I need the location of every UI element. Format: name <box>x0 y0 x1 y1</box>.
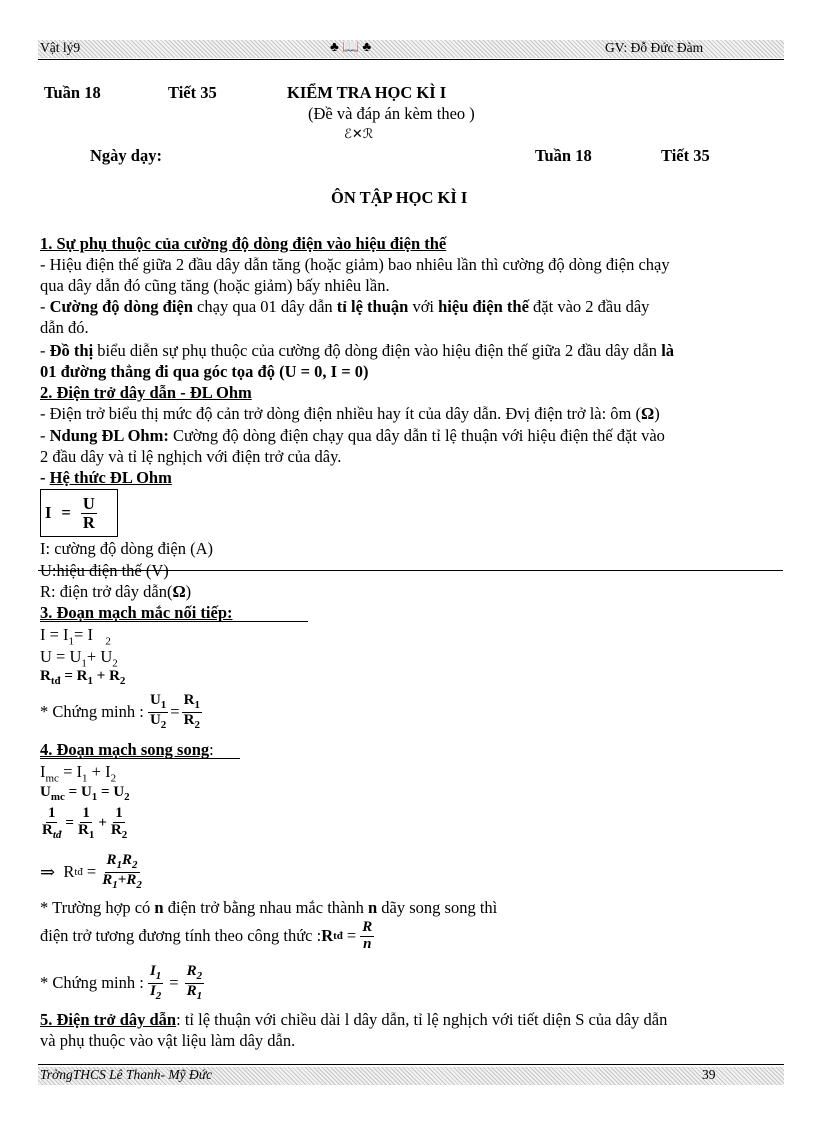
s2-para2b: 2 đầu dây và tỉ lệ nghịch với điện trở của dây. <box>40 447 342 466</box>
s4-n2: n <box>367 898 378 917</box>
s4-proof <box>40 964 204 1002</box>
s3-line2 <box>40 647 118 669</box>
header-teacher: GV: Đỗ Đức Đàm <box>605 40 704 55</box>
s1-p3c: (U = 0, I = 0) <box>274 362 369 381</box>
s3-l3s: tđ <box>50 675 61 687</box>
s4-case3: dãy song song thì <box>377 898 498 917</box>
s3-pd: U <box>149 711 161 728</box>
section5 <box>40 1010 667 1030</box>
s4-frac-prod <box>100 853 144 891</box>
footer-school: TrờngTHCS Lê Thanh- Mỹ Đức <box>40 1067 213 1082</box>
s4-frac-r1-n: 1 <box>82 805 90 821</box>
s4-l2s1: 1 <box>91 791 98 803</box>
s4-l2c: = U <box>97 784 125 800</box>
s4-line2 <box>40 784 130 803</box>
s2-p1: - Điện trở biểu thị mức độ cản trở dòng điện nhiều hay ít của dây dẫn. Đvị điện trở là: ôm ( <box>40 404 642 423</box>
s4-I1-s: 1 <box>155 970 162 982</box>
s4-sum-r1: R <box>102 871 113 888</box>
s4-sum-r1-s: 1 <box>112 878 118 891</box>
def-I: I: cường độ dòng điện (A) <box>40 539 214 558</box>
s4-frac-n-n: R <box>362 919 373 935</box>
s4-l1b: = I <box>58 762 83 781</box>
s1-para1a: - Hiệu điện thế giữa 2 đầu dây dẫn tăng (hoặc giảm) bao nhiêu lần thì cường độ dòng điện chạy <box>40 255 670 274</box>
s4-frac-i-n <box>148 964 163 984</box>
s4-R2-s: 2 <box>121 828 128 841</box>
s4-sum-plus: + <box>117 871 127 888</box>
s1-para2: - Cường độ dòng điện chạy qua 01 dây dẫn tỉ lệ thuận với hiệu điện thế đặt vào 2 đầu dây <box>40 297 650 316</box>
s4-caseb: điện trở tương đương tính theo công thức : <box>40 926 322 946</box>
s3-l1b: = I <box>74 625 93 644</box>
s4-frac-n <box>360 920 374 953</box>
header-ornament: ♣ 📖 ♣ <box>330 39 372 54</box>
implies-arrow: ⇒ <box>40 861 56 882</box>
s3-l3s2: 2 <box>119 675 126 687</box>
s4-sum-r2: R <box>126 871 137 888</box>
s4-case <box>40 898 497 918</box>
s4-reciprocal-formula <box>40 806 129 841</box>
s4-prod-r1-s: 1 <box>116 859 123 871</box>
s4-l2s2: 2 <box>124 791 130 803</box>
s3-rn: R <box>183 692 195 708</box>
s1-b3: hiệu điện thế <box>438 297 529 316</box>
s4-frac-rr-n <box>185 964 205 984</box>
s5-heading: 5. Điện trở dây dẫn <box>40 1010 177 1029</box>
s4-frac-r2-n: 1 <box>115 805 123 821</box>
s3-l2s1: 1 <box>81 657 87 670</box>
s4-heading-text: 4. Đoạn mạch song song <box>40 740 210 759</box>
s4-frac-rr-d <box>185 984 205 1003</box>
s5-t1: : tỉ lệ thuận với chiều dài l dây dẫn, tỉ lệ nghịch với tiết diện S của dây dẫn <box>176 1010 668 1029</box>
s4-l1c: + I <box>87 762 111 781</box>
s1-para1b: qua dây dẫn đó cũng tăng (hoặc giảm) bấy nhiêu lần. <box>40 276 390 295</box>
s4-prod-d <box>100 873 144 892</box>
strike-rule <box>38 570 783 571</box>
s4-l2s: mc <box>50 791 65 803</box>
def-U: U:hiệu điện thế (V) <box>40 561 169 580</box>
s4-Rtd: R <box>42 821 53 838</box>
def-R-close: ) <box>185 582 192 601</box>
s3-pn: U <box>149 692 161 708</box>
formula-num: U <box>82 494 95 514</box>
s3-l3s1: 1 <box>87 675 94 687</box>
page-title: ÔN TẬP HỌC KÌ I <box>331 188 468 207</box>
s3-frac-r <box>182 693 202 731</box>
s4-prod-n <box>105 853 140 873</box>
s4-l1s1: 1 <box>82 772 88 785</box>
s3-l3c: + R <box>93 668 120 684</box>
s3-frac-r-n <box>182 693 202 713</box>
s3-eq: = <box>170 702 180 722</box>
s4-eq2: = <box>86 862 97 882</box>
divider-ornament: ℰ✕ℛ <box>344 126 374 141</box>
s4-colon: : <box>209 740 214 759</box>
s1-t1: chạy qua 01 dây dẫn <box>192 297 337 316</box>
s1-p3b1: Đồ thị <box>49 341 94 360</box>
header-subject: Vật lý9 <box>40 40 81 55</box>
s1-para3: - Đồ thị biểu diễn sự phụ thuộc của cường độ dòng điện vào hiệu điện thế giữa 2 đầu dây dẫn là <box>40 341 675 360</box>
s2-p2t: Cường độ dòng điện chạy qua dây dẫn tỉ lệ thuận với hiệu điện thế đặt vào <box>168 426 665 445</box>
week-label: Tuần 18 <box>44 83 101 102</box>
formula-label-text: Hệ thức ĐL Ohm <box>49 468 172 487</box>
s4-rtd2: R <box>321 926 334 946</box>
s1-b2: tỉ lệ thuận <box>336 297 409 316</box>
s3-frac-u-n <box>148 693 168 713</box>
s4-frac-td <box>40 806 63 841</box>
s4-frac-i-d <box>148 984 163 1003</box>
formula-den: R <box>82 512 95 532</box>
s4-R2b-s: 2 <box>196 970 203 982</box>
s3-frac-u <box>148 693 168 731</box>
s3-l2s2: 2 <box>112 657 118 670</box>
s4-l1s2: 2 <box>110 772 117 785</box>
def-R <box>40 582 191 602</box>
formula-eq: = <box>61 503 71 522</box>
s4-frac-r2 <box>109 806 129 841</box>
section3-heading: 3. Đoạn mạch mắc nối tiếp: <box>40 603 233 622</box>
s4-eq4: = <box>169 973 179 993</box>
formula-fraction <box>81 495 97 531</box>
s4-underline <box>40 758 240 759</box>
s2-para2: - Ndung ĐL Ohm: Cường độ dòng điện chạy qua dây dẫn tỉ lệ thuận với hiệu điện thế đặt vào <box>40 426 665 445</box>
omega-symbol: Ω <box>641 404 655 423</box>
s1-b1: Cường độ dòng điện <box>49 297 193 316</box>
s3-rn-s: 1 <box>194 699 200 711</box>
s4-case1: * Trường hợp có <box>40 898 155 917</box>
s3-line1 <box>40 625 111 647</box>
s4-R1b: R <box>186 982 197 999</box>
s4-frac-td-n: 1 <box>47 805 56 821</box>
s3-line3 <box>40 668 125 687</box>
s4-plus: + <box>98 815 107 832</box>
s4-frac-r1-d <box>76 823 96 842</box>
date-label: Ngày dạy: <box>90 146 162 165</box>
footer-rule <box>38 1064 784 1065</box>
s4-frac-rr <box>185 964 205 1002</box>
s3-proof-label: * Chứng minh : <box>40 702 144 722</box>
s3-l1c: 2 <box>105 635 111 648</box>
s3-pn-s: 1 <box>160 699 167 711</box>
formula-I: I <box>45 503 52 522</box>
s4-eq1: = <box>65 815 74 832</box>
s3-proof <box>40 693 202 731</box>
s4-frac-i <box>148 964 163 1002</box>
s1-t2: với <box>408 297 439 316</box>
s4-l2b: = U <box>64 784 92 800</box>
header-rule <box>38 59 784 60</box>
s4-R1b-s: 1 <box>196 989 203 1002</box>
s4-rtd2-s: tđ <box>333 930 343 943</box>
s3-rd: R <box>183 711 195 728</box>
s4-rtd-s: tđ <box>74 866 83 879</box>
s4-rtd-formula <box>40 853 144 891</box>
s4-l2: U <box>40 784 51 800</box>
s4-prod-r2-s: 2 <box>132 859 138 871</box>
s2-para1 <box>40 404 660 424</box>
exam-note: (Đề và đáp án kèm theo ) <box>308 104 475 123</box>
s2-p2b: Ndung ĐL Ohm: <box>49 426 169 445</box>
s4-frac-r1 <box>76 806 96 841</box>
s4-eq3: = <box>346 926 357 946</box>
s4-frac-r2-d <box>109 823 129 842</box>
def-R-omega: Ω <box>172 582 186 601</box>
s4-l1s: mc <box>45 772 59 785</box>
s4-case2: điện trở bằng nhau mắc thành <box>163 898 368 917</box>
s1-para2b: dẫn đó. <box>40 318 89 337</box>
s1-p3t1: biểu diễn sự phụ thuộc của cường độ dòng điện vào hiệu điện thế giữa 2 đầu dây dẫn <box>93 341 662 360</box>
s4-R1-s: 1 <box>88 828 95 841</box>
ohm-formula-label: - Hệ thức ĐL Ohm <box>40 468 172 487</box>
period-label: Tiết 35 <box>168 83 217 102</box>
s4-prod-r1: R <box>106 852 117 868</box>
s4-I2-s: 2 <box>155 989 162 1002</box>
s3-frac-r-d <box>182 713 202 732</box>
section1-heading: 1. Sự phụ thuộc của cường độ dòng điện vào hiệu điện thế <box>40 234 447 253</box>
s4-rtd: R <box>63 862 75 882</box>
s3-l1s: 1 <box>68 635 75 648</box>
s4-proof-label: * Chứng minh : <box>40 973 144 993</box>
s3-underline <box>40 621 308 622</box>
s3-l3: R <box>40 668 51 684</box>
s4-frac-td-d <box>40 823 63 842</box>
s3-pd-s: 2 <box>160 718 167 731</box>
s4-case-formula <box>40 920 374 953</box>
s4-I2: I <box>149 982 156 999</box>
exam-title: KIỂM TRA HỌC KÌ I <box>287 83 447 102</box>
s4-frac-n-d: n <box>363 935 372 952</box>
s3-l3b: = R <box>60 668 88 684</box>
s4-prod-r2: R <box>122 852 133 868</box>
s4-line1 <box>40 762 116 784</box>
date-week: Tuần 18 <box>535 146 592 165</box>
s4-l1: I <box>40 762 46 781</box>
def-R-text: R: điện trở dây dẫn( <box>40 582 173 601</box>
s5-line2: và phụ thuộc vào vật liệu làm dây dẫn. <box>40 1031 296 1050</box>
date-period: Tiết 35 <box>661 146 710 165</box>
s4-sum-r2-s: 2 <box>136 878 142 891</box>
s1-para3b <box>40 362 369 382</box>
s3-rd-s: 2 <box>194 718 200 731</box>
s4-R2: R <box>110 821 122 838</box>
s3-l2: U = U <box>40 647 82 666</box>
s4-n: n <box>154 898 164 917</box>
s1-t3: đặt vào 2 đầu dây <box>528 297 650 316</box>
s4-td: tđ <box>52 828 62 841</box>
s3-frac-u-d <box>148 713 168 732</box>
page-number: 39 <box>702 1067 716 1082</box>
s1-p3b2: là <box>661 341 675 360</box>
section2-heading: 2. Điện trở dây dẫn - ĐL Ohm <box>40 383 252 402</box>
section4-heading <box>40 740 214 760</box>
s3-l2b: + U <box>86 647 113 666</box>
s3-l1: I = I <box>40 625 69 644</box>
s1-p3b: 01 đường thẳng đi qua góc tọa độ <box>40 362 275 381</box>
s4-R1: R <box>77 821 89 838</box>
ohm-formula-box <box>40 489 118 537</box>
s4-I1: I <box>149 963 156 979</box>
s4-R2b: R <box>186 963 197 979</box>
s2-close: ) <box>654 404 660 423</box>
